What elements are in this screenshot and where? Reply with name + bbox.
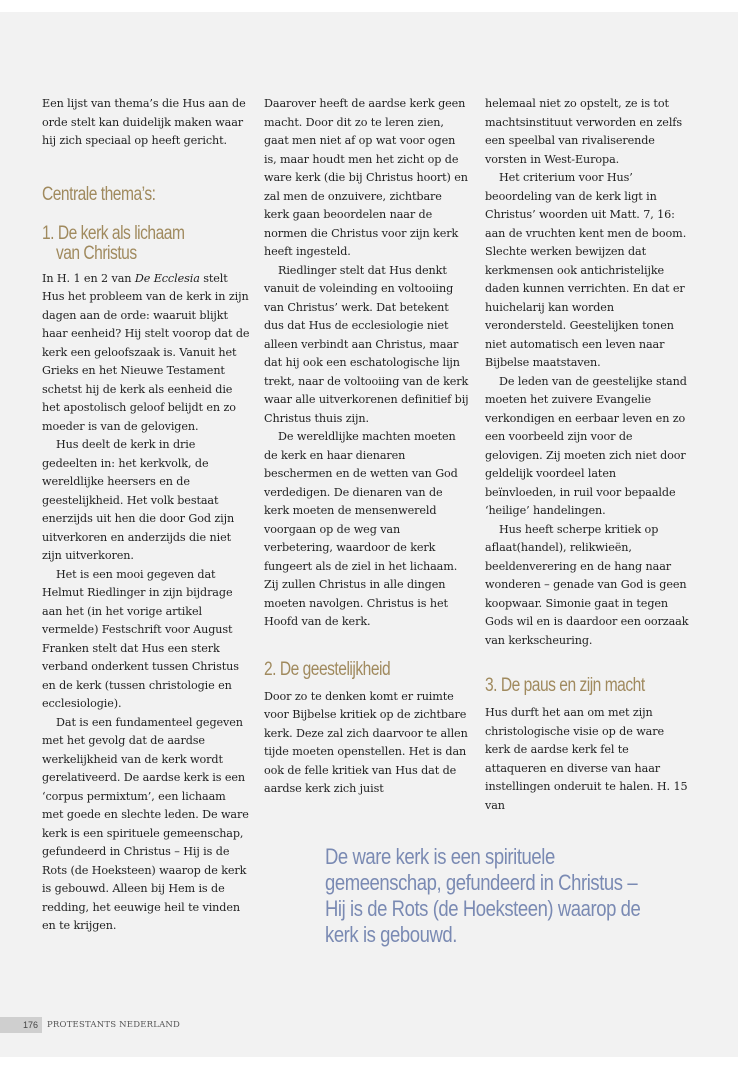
book-title: De Ecclesia bbox=[134, 271, 200, 285]
heading-section-1-line1: 1. De kerk als lichaam bbox=[42, 222, 185, 244]
paragraph: Het is een mooi gegeven dat Helmut Riedlinger in zijn bijdrage aan het (in het vorige artikel vermelde) Festschrift voor August Franken stelt dat Hus een sterk verband onderkent tussen Christus en de kerk (tussen christologie en ecclesiologie). bbox=[42, 567, 239, 710]
heading-central-themes: Centrale thema’s: bbox=[42, 183, 156, 205]
heading-section-2: 2. De geestelijkheid bbox=[264, 658, 391, 680]
paragraph: Dat is een fundamenteel gegeven met het gevolg dat de aardse werkelijkheid van de kerk wordt gerelativeerd. De aardse kerk is een ‘corpus permixtum’, een lichaam met goede en slechte leden. De ware kerk is een spirituele gemeenschap, gefundeerd in Christus – Hij is de Rots (de Hoeksteen) waarop de kerk is gebouwd. Alleen bij Hem is de redding, het eeuwige heil te vinden en te krijgen. bbox=[42, 715, 249, 932]
paragraph: Daarover heeft de aardse kerk geen macht. Door dit zo te leren zien, gaat men niet af op wat voor ogen is, maar houdt men het zicht op de ware kerk (die bij Christus hoort) en zal men de onzuivere, zichtbare kerk gaan beoordelen naar de normen die Christus voor zijn kerk heeft ingesteld. bbox=[264, 97, 468, 258]
heading-section-1 bbox=[42, 224, 213, 264]
paragraph: Het criterium voor Hus’ beoordeling van de kerk ligt in Christus’ woorden uit Matt. 7, 16: aan de vruchten kent men de boom. Slechte werken bewijzen dat kerkmensen ook antichristelijke daden kunnen verrichten. En dat er huichelarij kan worden verondersteld. Geestelijken tonen niet automatisch een leven naar Bijbelse maatstaven. bbox=[485, 171, 687, 369]
intro-paragraph: Een lijst van thema’s die Hus aan de orde stelt kan duidelijk maken waar hij zich speciaal op heeft gericht. bbox=[42, 97, 246, 147]
paragraph: Riedlinger stelt dat Hus denkt vanuit de voleinding en voltooiing van Christus’ werk. Dat betekent dus dat Hus de ecclesiologie niet alleen verbindt aan Christus, maar dat hij ook een eschatologische lijn trekt, naar de voltooiing van de kerk waar alle uitverkorenen definitief bij Christus thuis zijn. bbox=[264, 263, 469, 425]
publication-name: PROTESTANTS NEDERLAND bbox=[47, 1020, 181, 1030]
pull-quote-line: Hij is de Rots (de Hoeksteen) waarop de bbox=[325, 896, 641, 921]
paragraph-text: In H. 1 en 2 van bbox=[42, 271, 135, 285]
paragraph: Hus deelt de kerk in drie gedeelten in: het kerkvolk, de wereldlijke heersers en de geestelijkheid. Het volk bestaat enerzijds uit hen die door God zijn uitverkoren en anderzijds die niet zijn uitverkoren. bbox=[42, 438, 235, 562]
column-right bbox=[485, 95, 690, 815]
page-footer bbox=[0, 1017, 180, 1033]
paragraph: De leden van de geestelijke stand moeten het zuivere Evangelie verkondigen en eerbaar leven en zo een voorbeeld zijn voor de gelovigen. Zij moeten zich niet door geldelijk voordeel laten beïnvloeden, in ruil voor bepaalde ‘heilige’ handelingen. bbox=[485, 374, 687, 517]
pull-quote-line: kerk is gebouwd. bbox=[325, 922, 457, 947]
page-number: 176 bbox=[0, 1017, 42, 1033]
column-middle bbox=[264, 95, 469, 799]
paragraph: helemaal niet zo opstelt, ze is tot machtsinstituut verworden en zelfs een speelbal van rivaliserende vorsten in West-Europa. bbox=[485, 97, 682, 166]
pull-quote-line: gemeenschap, gefundeerd in Christus – bbox=[325, 870, 638, 895]
article-sheet bbox=[0, 12, 738, 1057]
paragraph bbox=[42, 270, 250, 437]
pull-quote-line: De ware kerk is een spirituele bbox=[325, 844, 555, 869]
paragraph: De wereldlijke machten moeten de kerk en haar dienaren beschermen en de wetten van God verdedigen. De dienaren van de kerk moeten de mensenwereld voorgaan op de weg van verbetering, waardoor de kerk fungeert als de ziel in het lichaam. Zij zullen Christus in alle dingen moeten navolgen. Christus is het Hoofd van de kerk. bbox=[264, 430, 458, 628]
paragraph: Door zo te denken komt er ruimte voor Bijbelse kritiek op de zichtbare kerk. Deze zal zich daarvoor te allen tijde moeten openstellen. Het is dan ook de felle kritiek van Hus dat de aardse kerk zich juist bbox=[264, 689, 468, 795]
heading-section-3: 3. De paus en zijn macht bbox=[485, 675, 645, 696]
paragraph-text: stelt Hus het probleem van de kerk in zijn dagen aan de orde: waaruit blijkt haar eenheid? Hij stelt voorop dat de kerk een geloofszaak is. Vanuit het Grieks en het Nieuwe Testament schetst hij de kerk als eenheid die het apostolisch geloof belijdt en zo moeder is van de gelovigen. bbox=[42, 271, 250, 433]
paragraph: Hus durft het aan om met zijn christologische visie op de ware kerk de aardse kerk fel te attaqueren en diverse van haar instellingen onderuit te halen. H. 15 van bbox=[485, 706, 688, 812]
column-left bbox=[42, 95, 250, 936]
heading-section-1-line2: van Christus bbox=[55, 242, 137, 264]
paragraph: Hus heeft scherpe kritiek op aflaat(handel), relikwieën, beeldenverering en de hang naar wonderen – genade van God is geen koopwaar. Simonie gaat in tegen Gods wil en is daardoor een oorzaak van kerkscheuring. bbox=[485, 522, 689, 647]
pull-quote bbox=[325, 844, 641, 948]
